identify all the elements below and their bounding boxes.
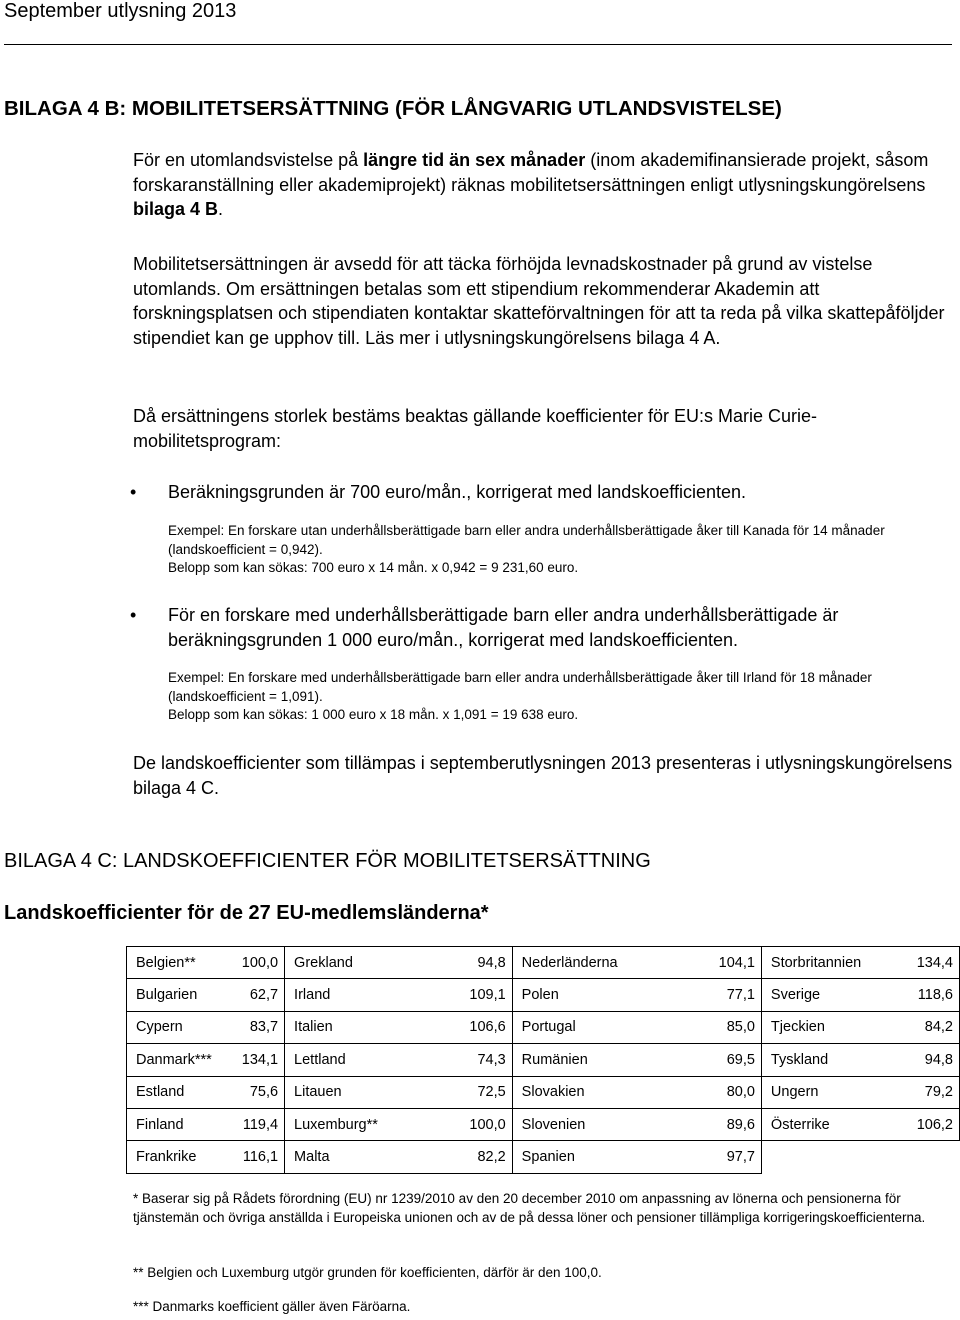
coefficient-cell: 106,2 xyxy=(903,1108,960,1140)
footnote-1: * Baserar sig på Rådets förordning (EU) nr 1239/2010 av den 20 december 2010 om anpassning av lönerna och pensionerna för tjänstemän och övriga anställda i Europeiska unionen och av de på dessa löner och pensioner tillämpliga korrigeringskoefficienterna. xyxy=(133,1191,926,1225)
country-cell: Slovenien xyxy=(512,1108,704,1140)
country-cell: Luxemburg** xyxy=(285,1108,456,1140)
country-cell: Bulgarien xyxy=(127,979,228,1011)
country-cell: Lettland xyxy=(285,1044,456,1076)
table-subheading: Landskoefficienter för de 27 EU-medlemsländerna* xyxy=(4,902,489,924)
coefficient-cell: 119,4 xyxy=(228,1108,285,1140)
table-row xyxy=(127,1076,960,1108)
intro-text-e: . xyxy=(218,199,224,219)
bullet-text-2: För en forskare med underhållsberättigade barn eller andra underhållsberättigade är beräkningsgrunden 1 000 euro/mån., korrigerat med landskoefficienten. xyxy=(168,605,839,650)
coefficient-cell: 116,1 xyxy=(228,1141,285,1173)
country-cell: Ungern xyxy=(761,1076,902,1108)
coefficient-cell: 89,6 xyxy=(704,1108,761,1140)
coefficient-cell: 74,3 xyxy=(455,1044,512,1076)
country-cell: Sverige xyxy=(761,979,902,1011)
coefficient-cell: 100,0 xyxy=(228,947,285,979)
table-row xyxy=(127,947,960,979)
coefficient-cell: 94,8 xyxy=(903,1044,960,1076)
coefficient-cell: 106,6 xyxy=(455,1011,512,1043)
section-heading-4b: BILAGA 4 B: MOBILITETSERSÄTTNING (FÖR LÅNGVARIG UTLANDSVISTELSE) xyxy=(4,97,782,120)
coefficient-cell: 134,1 xyxy=(228,1044,285,1076)
coefficient-cell: 84,2 xyxy=(903,1011,960,1043)
coefficient-cell: 97,7 xyxy=(704,1141,761,1173)
bullet-marker-2: • xyxy=(130,605,137,625)
coefficient-cell: 83,7 xyxy=(228,1011,285,1043)
coefficient-cell: 100,0 xyxy=(455,1108,512,1140)
country-cell: Litauen xyxy=(285,1076,456,1108)
table-row xyxy=(127,1044,960,1076)
country-cell: Rumänien xyxy=(512,1044,704,1076)
table-row xyxy=(127,1108,960,1140)
empty-cell xyxy=(903,1141,960,1173)
country-cell: Grekland xyxy=(285,947,456,979)
coefficient-cell: 82,2 xyxy=(455,1141,512,1173)
country-cell: Italien xyxy=(285,1011,456,1043)
coefficient-cell: 77,1 xyxy=(704,979,761,1011)
bullet-marker-1: • xyxy=(130,482,137,502)
paragraph-conclusion: De landskoefficienter som tillämpas i septemberutlysningen 2013 presenteras i utlysningskungörelsens bilaga 4 C. xyxy=(133,753,953,798)
coefficient-table xyxy=(126,946,960,1174)
country-cell: Spanien xyxy=(512,1141,704,1173)
paragraph-intro xyxy=(133,148,955,222)
country-cell: Storbritannien xyxy=(761,947,902,979)
coefficient-cell: 104,1 xyxy=(704,947,761,979)
country-cell: Cypern xyxy=(127,1011,228,1043)
footnote-3: *** Danmarks koefficient gäller även Färöarna. xyxy=(133,1299,411,1314)
coefficient-cell: 80,0 xyxy=(704,1076,761,1108)
country-cell: Malta xyxy=(285,1141,456,1173)
country-cell: Österrike xyxy=(761,1108,902,1140)
country-cell: Finland xyxy=(127,1108,228,1140)
intro-emphasis-bilaga: bilaga 4 B xyxy=(133,199,219,219)
intro-emphasis-duration: längre tid än sex månader xyxy=(363,150,586,170)
country-cell: Slovakien xyxy=(512,1076,704,1108)
coefficient-cell: 75,6 xyxy=(228,1076,285,1108)
country-cell: Tjeckien xyxy=(761,1011,902,1043)
coefficient-cell: 94,8 xyxy=(455,947,512,979)
paragraph-coefficients: Då ersättningens storlek bestäms beaktas gällande koefficienter för EU:s Marie Curie-mobilitetsprogram: xyxy=(133,406,817,451)
coefficient-cell: 109,1 xyxy=(455,979,512,1011)
country-cell: Irland xyxy=(285,979,456,1011)
country-cell: Polen xyxy=(512,979,704,1011)
coefficient-cell: 69,5 xyxy=(704,1044,761,1076)
table-row xyxy=(127,979,960,1011)
intro-text-c: (inom akademifinansierade projekt, såsom forskaranställning eller akademiprojekt) räknas mobilitetsersättningen enligt utlysningskungörelsens xyxy=(133,150,929,195)
bullet-text-1: Beräkningsgrunden är 700 euro/mån., korrigerat med landskoefficienten. xyxy=(168,482,747,502)
paragraph-purpose: Mobilitetsersättningen är avsedd för att täcka förhöjda levnadskostnader på grund av vistelse utomlands. Om ersättningen betalas som ett stipendium rekommenderar Akademin att forskningsplatsen och stipendiaten kontaktar skatteförvaltningen för att ta reda på vilka skattepåföljder stipendiet kan ge upphov till. Läs mer i utlysningskungörelsens bilaga 4 A. xyxy=(133,254,945,348)
footnote-2: ** Belgien och Luxemburg utgör grunden för koefficienten, därför är den 100,0. xyxy=(133,1265,602,1280)
coefficient-cell: 79,2 xyxy=(903,1076,960,1108)
country-cell: Nederländerna xyxy=(512,947,704,979)
coefficient-cell: 62,7 xyxy=(228,979,285,1011)
empty-cell xyxy=(761,1141,902,1173)
country-cell: Frankrike xyxy=(127,1141,228,1173)
coefficient-cell: 118,6 xyxy=(903,979,960,1011)
intro-text-a: För en utomlandsvistelse på xyxy=(133,150,364,170)
coefficient-cell: 134,4 xyxy=(903,947,960,979)
example-2-text: Exempel: En forskare med underhållsberättigade barn eller andra underhållsberättigade åker till Irland för 18 månader (landskoefficient = 1,091). xyxy=(168,670,872,704)
example-2-amount: Belopp som kan sökas: 1 000 euro x 18 mån. x 1,091 = 19 638 euro. xyxy=(168,707,579,722)
table-row xyxy=(127,1011,960,1043)
page-header: September utlysning 2013 xyxy=(4,0,237,22)
country-cell: Estland xyxy=(127,1076,228,1108)
section-heading-4c: BILAGA 4 C: LANDSKOEFFICIENTER FÖR MOBILITETSERSÄTTNING xyxy=(4,850,651,872)
example-1-amount: Belopp som kan sökas: 700 euro x 14 mån. x 0,942 = 9 231,60 euro. xyxy=(168,560,579,575)
table-row xyxy=(127,1141,960,1173)
coefficient-cell: 85,0 xyxy=(704,1011,761,1043)
coefficient-cell: 72,5 xyxy=(455,1076,512,1108)
example-1-text: Exempel: En forskare utan underhållsberättigade barn eller andra underhållsberättigade åker till Kanada för 14 månader (landskoefficient = 0,942). xyxy=(168,523,885,557)
country-cell: Tyskland xyxy=(761,1044,902,1076)
header-divider xyxy=(4,44,952,45)
country-cell: Belgien** xyxy=(127,947,228,979)
country-cell: Danmark*** xyxy=(127,1044,228,1076)
country-cell: Portugal xyxy=(512,1011,704,1043)
